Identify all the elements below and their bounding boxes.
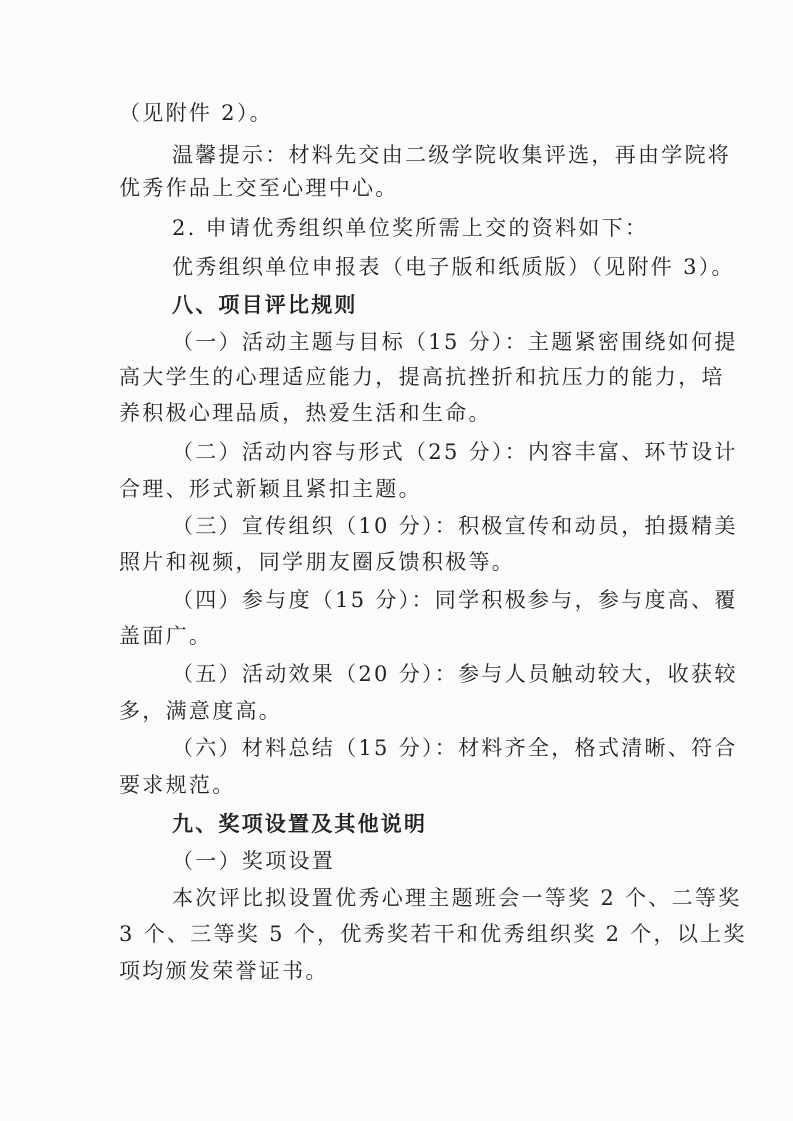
text-line: 优秀作品上交至心理中心。 xyxy=(119,176,399,200)
rule-item-3: （三）宣传组织（10 分）：积极宣传和动员，拍摄精美 xyxy=(172,514,738,538)
text-line: 优秀组织单位申报表（电子版和纸质版）（见附件 3）。 xyxy=(172,255,735,279)
rule-item-5: （五）活动效果（20 分）：参与人员触动较大，收获较 xyxy=(172,662,738,686)
text-line: 盖面广。 xyxy=(119,624,213,648)
rule-item-6: （六）材料总结（15 分）：材料齐全，格式清晰、符合 xyxy=(172,736,738,760)
text-line: 3 个、三等奖 5 个，优秀奖若干和优秀组织奖 2 个，以上奖 xyxy=(119,922,747,946)
subsection-heading: （一）奖项设置 xyxy=(172,849,336,873)
rule-item-4: （四）参与度（15 分）：同学积极参与，参与度高、覆 xyxy=(172,588,738,612)
text-line: 养积极心理品质，热爱生活和生命。 xyxy=(119,401,492,425)
list-item-2: 2. 申请优秀组织单位奖所需上交的资料如下： xyxy=(172,216,649,240)
tip-line: 温馨提示：材料先交由二级学院收集评选，再由学院将 xyxy=(172,143,732,167)
text-line: 照片和视频，同学朋友圈反馈积极等。 xyxy=(119,550,516,574)
text-line: 本次评比拟设置优秀心理主题班会一等奖 2 个、二等奖 xyxy=(172,886,742,910)
section-heading-8: 八、项目评比规则 xyxy=(172,293,358,317)
text-line: 项均颁发荣誉证书。 xyxy=(119,959,329,983)
text-line: 合理、形式新颖且紧扣主题。 xyxy=(119,477,422,501)
rule-item-2: （二）活动内容与形式（25 分）：内容丰富、环节设计 xyxy=(172,440,738,464)
section-heading-9: 九、奖项设置及其他说明 xyxy=(172,812,428,836)
text-line: 要求规范。 xyxy=(119,773,236,797)
text-line: 高大学生的心理适应能力，提高抗挫折和抗压力的能力，培 xyxy=(119,365,725,389)
text-line: （见附件 2）。 xyxy=(119,101,273,125)
rule-item-1: （一）活动主题与目标（15 分）：主题紧密围绕如何提 xyxy=(172,330,738,354)
text-line: 多，满意度高。 xyxy=(119,699,283,723)
